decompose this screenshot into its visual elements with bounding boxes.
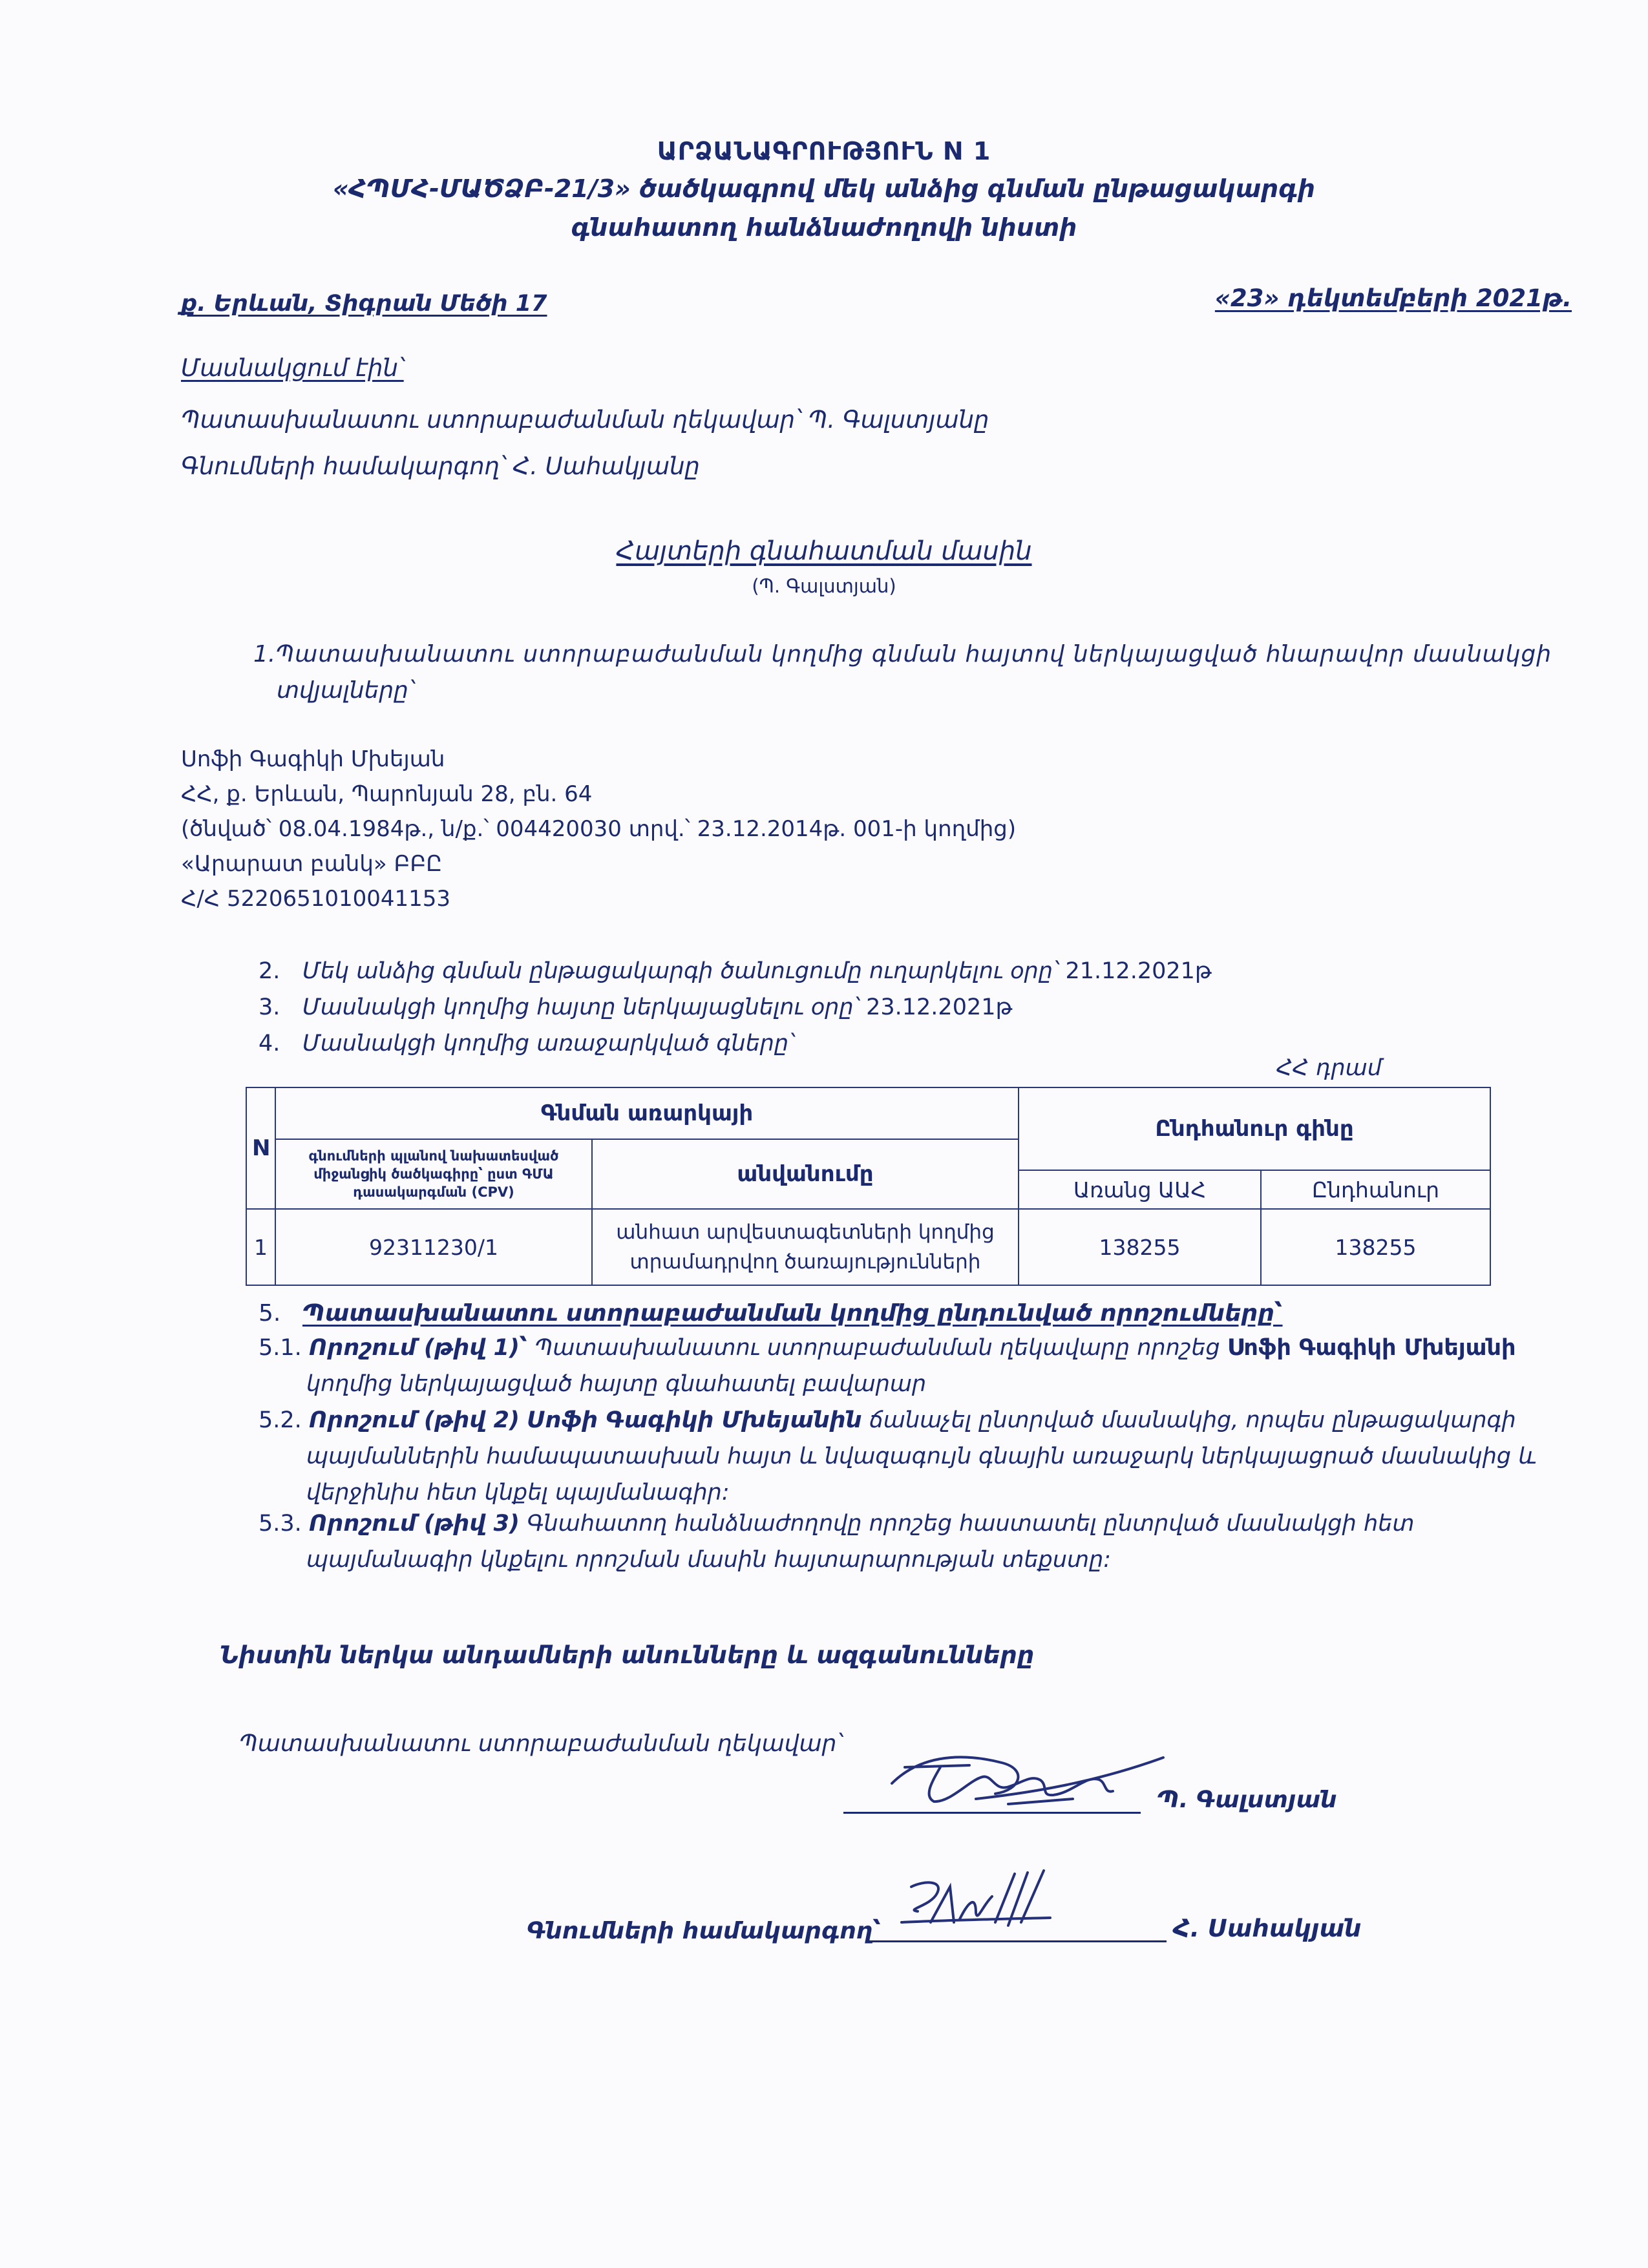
requisite-name: Սոֆի Գագիկի Մխեյան: [181, 746, 445, 772]
signature-head-mark: [879, 1732, 1176, 1822]
decision-1-text: Պատասխանատու ստորաբաժանման ղեկավարը որոշեց: [527, 1335, 1227, 1361]
decision-3: [259, 1506, 1590, 1578]
section-title: Հայտերի գնահատման մասին: [616, 536, 1032, 566]
decision-1-line-2: կողմից ներկայացված հայտը գնահատել բավարար: [306, 1371, 927, 1397]
decision-3-number: 5.3.: [259, 1511, 302, 1537]
participant-requisites: [181, 742, 1016, 916]
signature-coord-mark: [892, 1861, 1060, 1951]
participant-coordinator: Գնումների համակարգող՝ Հ. Սահակյանը: [181, 452, 700, 480]
header-total-price: Ընդհանուր գինը: [1019, 1087, 1490, 1170]
decision-2-head: Որոշում (թիվ 2): [308, 1407, 520, 1433]
item-1-text-line-2: տվյալները՝: [277, 677, 414, 704]
row-name: անհատ արվեստագետների կողմից տրամադրվող ծառայությունների: [592, 1209, 1019, 1285]
header-subject: Գնման առարկայի: [275, 1087, 1019, 1139]
header-total: Ընդհանուր: [1261, 1170, 1490, 1209]
signature-head-label: Պատասխանատու ստորաբաժանման ղեկավար՝: [239, 1730, 842, 1757]
requisite-passport: (ծնված՝ 08.04.1984թ., ն/ք.՝ 004420030 տրվ.՝ 23.12.2014թ. 001-ի կողմից): [181, 816, 1017, 842]
table-header-row-1: [246, 1087, 1490, 1139]
decision-3-head: Որոշում (թիվ 3): [308, 1511, 520, 1537]
meeting-place: ք. Երևան, Տիգրան Մեծի 17: [181, 291, 547, 317]
currency-label: ՀՀ դրամ: [1276, 1055, 1382, 1081]
document-subtitle-line-2: գնահատող հանձնաժողովի նիստի: [571, 213, 1077, 242]
decision-2-gap: [520, 1407, 527, 1433]
signature-head-name: Պ. Գալստյան: [1157, 1787, 1337, 1813]
header-n: N: [246, 1087, 275, 1209]
row-without-vat: 138255: [1019, 1209, 1261, 1285]
point-3-label: Մասնակցի կողմից հայտը ներկայացնելու օրը՝: [302, 994, 859, 1020]
header-name: անվանումը: [592, 1139, 1019, 1209]
point-3: [259, 989, 1212, 1025]
section-speaker: (Պ. Գալստյան): [752, 575, 896, 597]
point-2-label: Մեկ անձից գնման ընթացակարգի ծանուցումը ուղարկելու օրը՝: [302, 958, 1059, 984]
header-without-vat: Առանց ԱԱՀ: [1019, 1170, 1261, 1209]
item-5-title: Պատասխանատու ստորաբաժանման կողմից ընդունված որոշումները՝: [302, 1300, 1283, 1327]
points-list: [259, 953, 1212, 1062]
item-5: [259, 1300, 1283, 1327]
point-2: [259, 953, 1212, 989]
header-cpv: գնումների պլանով նախատեսված միջանցիկ ծածկագիրը՝ ըստ ԳՄԱ դասակարգման (CPV): [275, 1139, 592, 1209]
point-2-number: 2.: [259, 958, 280, 984]
item-1: [253, 636, 1585, 709]
members-title: Նիստին ներկա անդամների անունները և ազգանունները: [220, 1641, 1035, 1669]
decision-2-text: ճանաչել ընտրված մասնակից, որպես ընթացակարգի: [861, 1407, 1516, 1433]
participants-label: Մասնակցում էին՝: [181, 354, 404, 382]
row-n: 1: [246, 1209, 275, 1285]
item-5-number: 5.: [259, 1300, 281, 1327]
document-subtitle-line-1: «ՀՊՄՀ-ՄԱԾՁԲ-21/3» ծածկագրով մեկ անձից գնման ընթացակարգի: [332, 174, 1316, 203]
decision-3-line-2: պայմանագիր կնքելու որոշման մասին հայտարարության տեքստը:: [306, 1547, 1112, 1573]
decision-2-line-2: պայմաններին համապատասխան հայտ և նվազագույն գնային առաջարկ ներկայացրած մասնակից և: [306, 1444, 1537, 1469]
signature-coord-label: Գնումների համակարգող՝: [527, 1918, 882, 1944]
point-3-value: 23.12.2021թ: [858, 994, 1013, 1020]
requisite-address: ՀՀ, ք. Երևան, Պարոնյան 28, բն. 64: [181, 781, 593, 807]
requisite-bank: «Արարատ բանկ» ԲԲԸ: [181, 851, 443, 877]
meeting-date: «23» դեկտեմբերի 2021թ.: [1214, 284, 1572, 312]
point-2-value: 21.12.2021թ: [1058, 958, 1212, 984]
signature-coord-name: Հ. Սահակյան: [1173, 1915, 1362, 1942]
row-cpv: 92311230/1: [275, 1209, 592, 1285]
decision-1: [259, 1330, 1558, 1402]
decision-2-name: Սոֆի Գագիկի Մխեյանին: [527, 1407, 862, 1433]
decision-3-text: Գնահատող հանձնաժողովը որոշեց հաստատել ընտրված մասնակցի հետ: [519, 1511, 1415, 1537]
price-table: [246, 1087, 1491, 1286]
point-4-label: Մասնակցի կողմից առաջարկված գները՝: [302, 1031, 794, 1056]
row-total: 138255: [1261, 1209, 1490, 1285]
item-1-text-line-1: Պատասխանատու ստորաբաժանման կողմից գնման հայտով ներկայացված հնարավոր մասնակցի: [275, 641, 1552, 667]
decision-2-number: 5.2.: [259, 1407, 302, 1433]
point-4-number: 4.: [259, 1031, 280, 1056]
decision-1-name: Սոֆի Գագիկի Մխեյանի: [1227, 1335, 1516, 1361]
point-3-number: 3.: [259, 994, 280, 1020]
decision-2-line-3: վերջինիս հետ կնքել պայմանագիր:: [306, 1480, 730, 1506]
table-row: [246, 1209, 1490, 1285]
decision-1-number: 5.1.: [259, 1335, 302, 1361]
point-4: [259, 1025, 1212, 1062]
participant-head: Պատասխանատու ստորաբաժանման ղեկավար՝ Պ. Գալստյանը: [181, 406, 989, 434]
item-1-number: 1.: [253, 641, 276, 667]
decision-2: [259, 1402, 1590, 1511]
decision-1-head: Որոշում (թիվ 1)՝: [308, 1335, 528, 1361]
document-title: ԱՐՁԱՆԱԳՐՈՒԹՅՈՒՆ N 1: [657, 137, 991, 165]
requisite-account: Հ/Հ 5220651010041153: [181, 886, 451, 912]
